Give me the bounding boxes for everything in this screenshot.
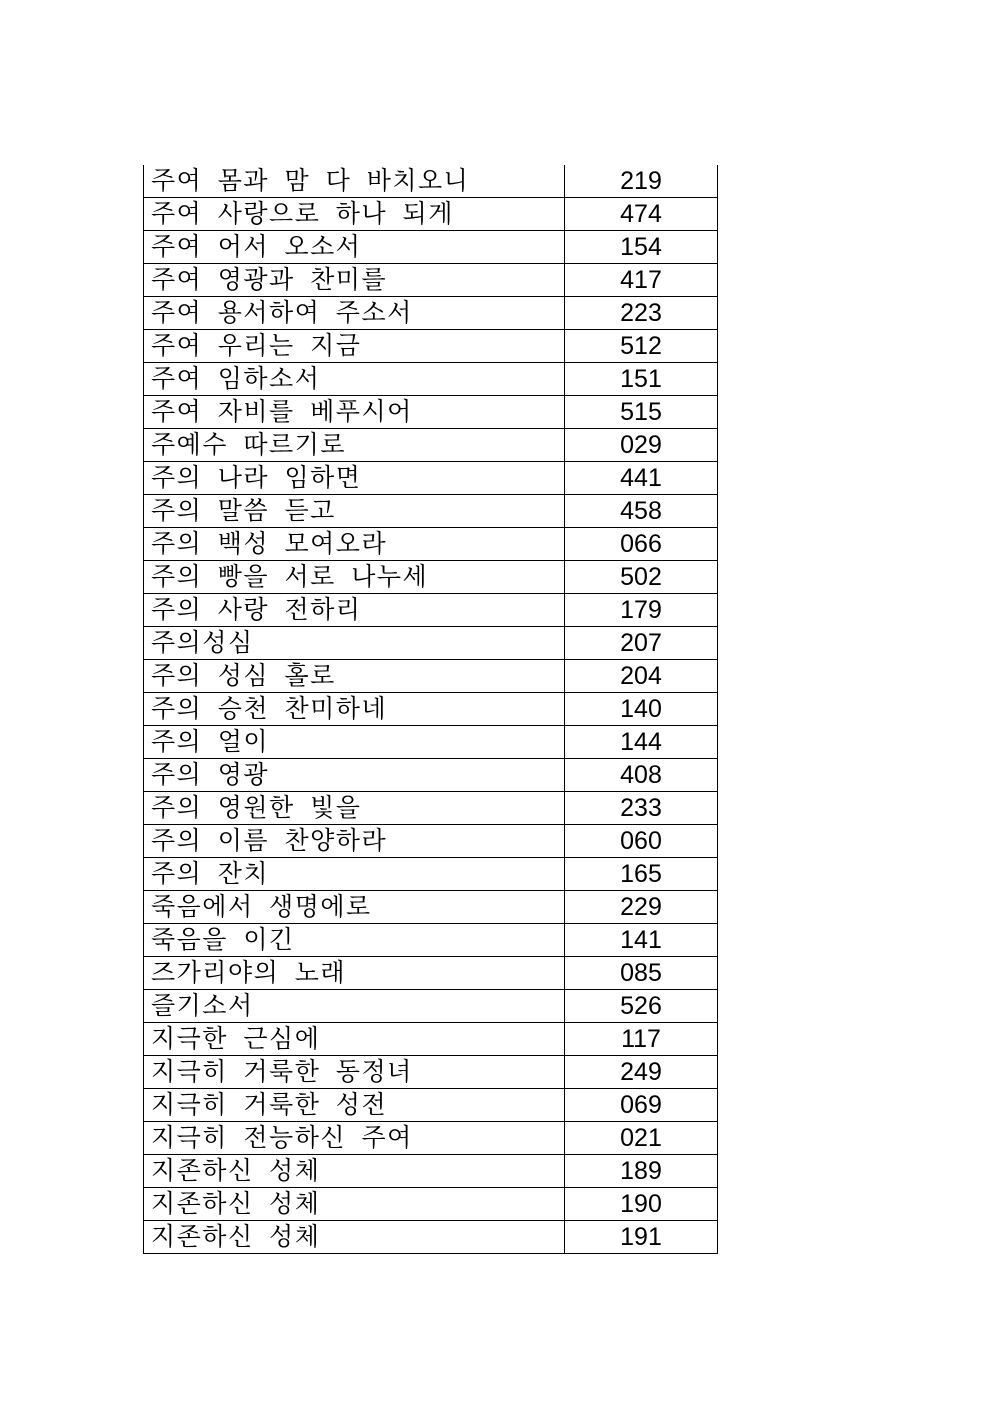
hymn-number-cell: 140 <box>565 693 718 726</box>
hymn-number-cell: 189 <box>565 1155 718 1188</box>
hymn-title-cell: 즈가리야의 노래 <box>144 957 565 990</box>
hymn-number-cell: 165 <box>565 858 718 891</box>
table-row <box>144 1023 718 1056</box>
hymn-title-cell: 주여 영광과 찬미를 <box>144 264 565 297</box>
hymn-title-cell: 지존하신 성체 <box>144 1155 565 1188</box>
table-row <box>144 462 718 495</box>
table-row <box>144 660 718 693</box>
hymn-title-cell: 주의 말씀 듣고 <box>144 495 565 528</box>
hymn-number-cell: 191 <box>565 1221 718 1254</box>
hymn-number-cell: 029 <box>565 429 718 462</box>
hymn-title-cell: 주예수 따르기로 <box>144 429 565 462</box>
table-row <box>144 594 718 627</box>
table-row <box>144 429 718 462</box>
table-row <box>144 330 718 363</box>
table-row <box>144 858 718 891</box>
hymn-title-cell: 주여 임하소서 <box>144 363 565 396</box>
hymn-number-cell: 179 <box>565 594 718 627</box>
hymn-title-cell: 주의 이름 찬양하라 <box>144 825 565 858</box>
hymn-number-cell: 515 <box>565 396 718 429</box>
table-row <box>144 1221 718 1254</box>
table-row <box>144 495 718 528</box>
hymn-number-cell: 512 <box>565 330 718 363</box>
hymn-title-cell: 주의 잔치 <box>144 858 565 891</box>
hymn-number-cell: 417 <box>565 264 718 297</box>
hymn-title-cell: 지존하신 성체 <box>144 1221 565 1254</box>
hymn-index-body <box>144 165 718 1254</box>
hymn-number-cell: 190 <box>565 1188 718 1221</box>
table-row <box>144 726 718 759</box>
table-row <box>144 1122 718 1155</box>
hymn-title-cell: 주의 빵을 서로 나누세 <box>144 561 565 594</box>
hymn-title-cell: 주의 얼이 <box>144 726 565 759</box>
hymn-title-cell: 주의 백성 모여오라 <box>144 528 565 561</box>
table-row <box>144 792 718 825</box>
hymn-number-cell: 066 <box>565 528 718 561</box>
table-row <box>144 825 718 858</box>
hymn-title-cell: 즐기소서 <box>144 990 565 1023</box>
hymn-number-cell: 458 <box>565 495 718 528</box>
hymn-number-cell: 141 <box>565 924 718 957</box>
hymn-title-cell: 주여 어서 오소서 <box>144 231 565 264</box>
table-row <box>144 561 718 594</box>
table-row <box>144 231 718 264</box>
hymn-number-cell: 223 <box>565 297 718 330</box>
hymn-number-cell: 474 <box>565 198 718 231</box>
hymn-number-cell: 204 <box>565 660 718 693</box>
hymn-number-cell: 229 <box>565 891 718 924</box>
hymn-number-cell: 502 <box>565 561 718 594</box>
hymn-title-cell: 주의 나라 임하면 <box>144 462 565 495</box>
hymn-title-cell: 주의 영원한 빛을 <box>144 792 565 825</box>
hymn-number-cell: 021 <box>565 1122 718 1155</box>
table-row <box>144 957 718 990</box>
hymn-title-cell: 주여 용서하여 주소서 <box>144 297 565 330</box>
hymn-title-cell: 지존하신 성체 <box>144 1188 565 1221</box>
table-row <box>144 1056 718 1089</box>
table-row <box>144 990 718 1023</box>
hymn-title-cell: 지극히 거룩한 성전 <box>144 1089 565 1122</box>
table-row <box>144 297 718 330</box>
hymn-number-cell: 117 <box>565 1023 718 1056</box>
hymn-number-cell: 085 <box>565 957 718 990</box>
table-row <box>144 1188 718 1221</box>
table-row <box>144 264 718 297</box>
hymn-title-cell: 주의 성심 홀로 <box>144 660 565 693</box>
hymn-number-cell: 207 <box>565 627 718 660</box>
hymn-title-cell: 죽음에서 생명에로 <box>144 891 565 924</box>
table-row <box>144 627 718 660</box>
hymn-number-cell: 441 <box>565 462 718 495</box>
hymn-title-cell: 지극히 거룩한 동정녀 <box>144 1056 565 1089</box>
hymn-number-cell: 526 <box>565 990 718 1023</box>
hymn-number-cell: 408 <box>565 759 718 792</box>
hymn-title-cell: 주의 승천 찬미하네 <box>144 693 565 726</box>
hymn-title-cell: 주의 사랑 전하리 <box>144 594 565 627</box>
hymn-title-cell: 지극한 근심에 <box>144 1023 565 1056</box>
hymn-number-cell: 233 <box>565 792 718 825</box>
hymn-number-cell: 151 <box>565 363 718 396</box>
hymn-number-cell: 249 <box>565 1056 718 1089</box>
table-row <box>144 165 718 198</box>
hymn-title-cell: 죽음을 이긴 <box>144 924 565 957</box>
table-row <box>144 1089 718 1122</box>
table-row <box>144 528 718 561</box>
hymn-number-cell: 154 <box>565 231 718 264</box>
hymn-title-cell: 주여 자비를 베푸시어 <box>144 396 565 429</box>
hymn-number-cell: 060 <box>565 825 718 858</box>
table-row <box>144 1155 718 1188</box>
hymn-number-cell: 144 <box>565 726 718 759</box>
hymn-number-cell: 069 <box>565 1089 718 1122</box>
hymn-title-cell: 주여 몸과 맘 다 바치오니 <box>144 165 565 198</box>
hymn-title-cell: 주여 사랑으로 하나 되게 <box>144 198 565 231</box>
hymn-title-cell: 주여 우리는 지금 <box>144 330 565 363</box>
table-row <box>144 363 718 396</box>
hymn-number-cell: 219 <box>565 165 718 198</box>
table-row <box>144 759 718 792</box>
hymn-title-cell: 주의 영광 <box>144 759 565 792</box>
hymn-index-table <box>143 165 718 1254</box>
table-row <box>144 693 718 726</box>
table-row <box>144 924 718 957</box>
hymn-title-cell: 주의성심 <box>144 627 565 660</box>
hymn-title-cell: 지극히 전능하신 주여 <box>144 1122 565 1155</box>
table-row <box>144 198 718 231</box>
table-row <box>144 891 718 924</box>
table-row <box>144 396 718 429</box>
